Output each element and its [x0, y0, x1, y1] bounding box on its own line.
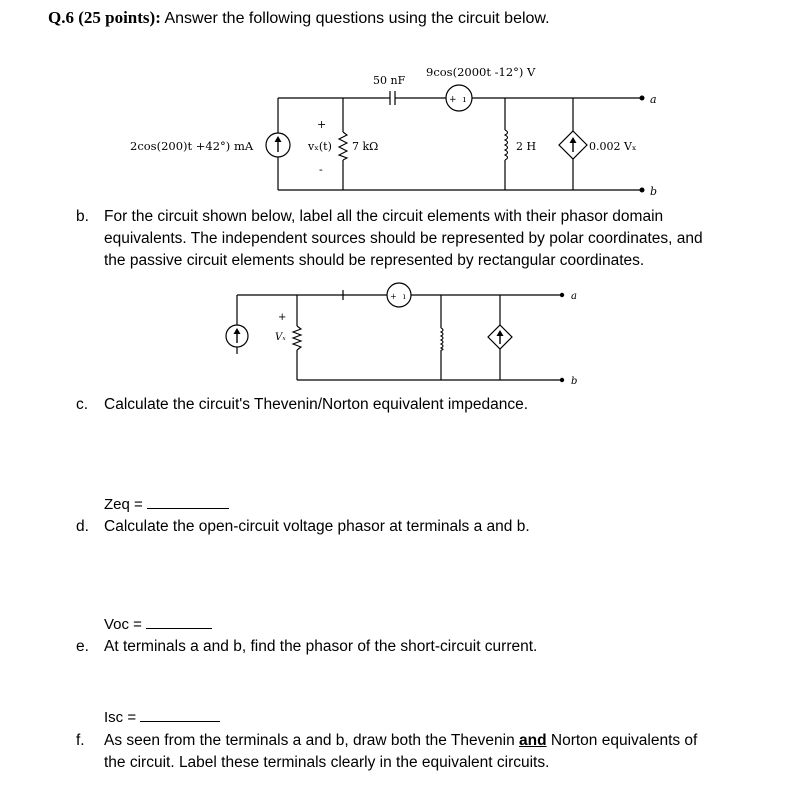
question-prompt: Answer the following questions using the circuit below.	[164, 10, 550, 27]
resistor-symbol	[339, 132, 347, 160]
circuit-diagram-1	[0, 0, 798, 210]
voltage-source-symbol	[446, 85, 472, 111]
part-c	[0, 394, 798, 418]
part-e-line: At terminals a and b, find the phasor of the short-circuit current.	[104, 638, 538, 655]
isc-label: Isc =	[104, 709, 137, 726]
isc-blank[interactable]	[140, 707, 220, 722]
part-d-letter: d.	[76, 518, 89, 535]
terminal-a-label: a	[650, 93, 657, 106]
part-e	[0, 636, 798, 660]
part-f-line-1-pre: As seen from the terminals a and b, draw both the Thevenin	[104, 732, 520, 749]
part-b	[0, 206, 798, 276]
c2-terminal-a: a	[571, 291, 577, 302]
circuit-diagram-2	[0, 280, 798, 390]
svg-text:+: +	[390, 292, 397, 301]
part-f-line-1-post: Norton equivalents of	[546, 732, 698, 749]
zeq-blank[interactable]	[147, 494, 229, 509]
part-d	[0, 516, 798, 540]
svg-text:ı: ı	[403, 292, 406, 301]
vx-label: vₓ(t)	[308, 140, 332, 153]
part-f	[0, 730, 798, 776]
current-source-symbol	[266, 133, 290, 157]
dependent-source-label: 0.002 Vₓ	[589, 140, 637, 153]
current-source-label: 2cos(200)t +42°) mA	[130, 139, 254, 153]
dependent-source-symbol	[559, 131, 587, 159]
part-f-line-2: the circuit. Label these terminals clearly in the equivalent circuits.	[104, 754, 550, 771]
isc-answer	[104, 707, 220, 726]
part-b-line-1: For the circuit shown below, label all the circuit elements with their phasor domain	[104, 208, 664, 225]
voc-label: Voc =	[104, 616, 142, 633]
capacitor-label: 50 nF	[373, 74, 406, 87]
part-b-line-3: the passive circuit elements should be represented by rectangular coordinates.	[104, 252, 645, 269]
part-b-line-2: equivalents. The independent sources should be represented by polar coordinates, and	[104, 230, 703, 247]
svg-text:ı: ı	[463, 95, 466, 105]
terminal-a-dot	[640, 96, 645, 101]
part-f-and-emphasis: and	[519, 732, 547, 749]
part-c-letter: c.	[76, 396, 89, 413]
voc-answer	[104, 614, 212, 633]
svg-text:+: +	[449, 95, 457, 105]
part-c-line: Calculate the circuit's Thevenin/Norton equivalent impedance.	[104, 396, 528, 413]
c2-terminal-b: b	[571, 376, 578, 387]
capacitor-symbol	[385, 91, 400, 105]
part-f-letter: f.	[76, 732, 85, 749]
terminal-b-dot	[640, 188, 645, 193]
zeq-answer	[104, 494, 229, 513]
part-b-letter: b.	[76, 208, 89, 225]
inductor-label: 2 H	[516, 140, 537, 153]
question-number: Q.6 (25 points):	[48, 8, 161, 27]
part-e-letter: e.	[76, 638, 89, 655]
vx-plus: +	[317, 118, 327, 131]
inductor-symbol	[505, 130, 508, 160]
voltage-source-label: 9cos(2000t -12°) V	[426, 65, 536, 79]
vx-minus: -	[319, 163, 323, 176]
c2-vx-label: Vₓ	[275, 332, 286, 343]
part-f-line-1	[104, 730, 697, 752]
terminal-b-label: b	[650, 185, 658, 198]
resistor-label: 7 kΩ	[352, 140, 379, 153]
zeq-label: Zeq =	[104, 496, 143, 513]
voc-blank[interactable]	[146, 614, 212, 629]
c2-vx-plus: +	[278, 312, 287, 323]
part-d-line: Calculate the open-circuit voltage phasor at terminals a and b.	[104, 518, 530, 535]
